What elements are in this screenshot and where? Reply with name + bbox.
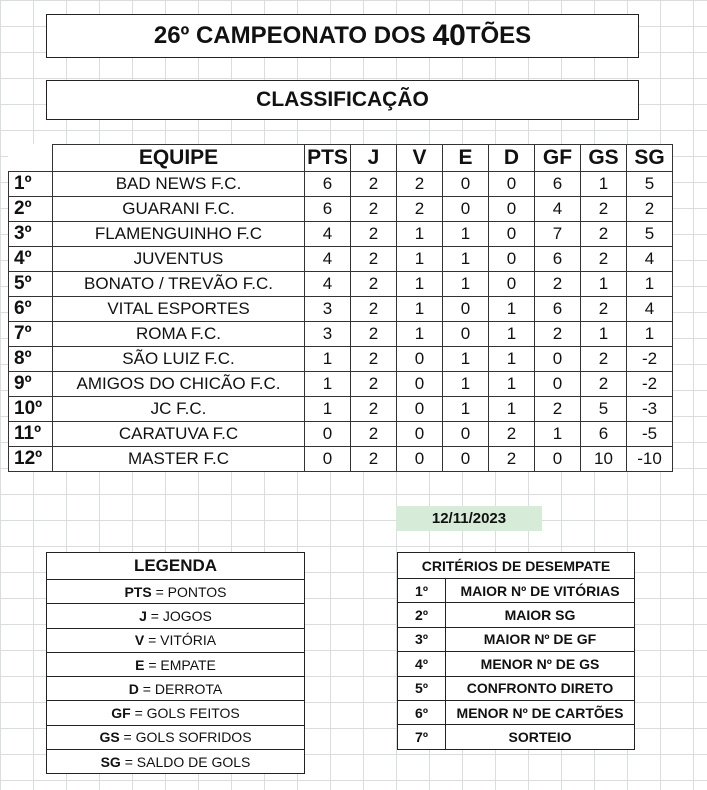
position-cell: 6º [9,297,53,322]
v-cell: 0 [397,447,443,472]
team-name-cell: BONATO / TREVÃO F.C. [53,272,305,297]
gf-cell: 2 [535,397,581,422]
sg-cell: -2 [627,372,673,397]
legend-desc: = VITÓRIA [144,632,217,649]
table-row [9,347,673,372]
criteria-body [398,579,635,750]
e-cell: 1 [443,222,489,247]
d-cell: 1 [489,297,535,322]
legend-row [47,701,305,725]
d-cell: 2 [489,447,535,472]
team-name-cell: BAD NEWS F.C. [53,172,305,197]
pts-cell: 3 [305,297,351,322]
j-cell: 2 [351,397,397,422]
j-cell: 2 [351,247,397,272]
legend-desc: = GOLS SOFRIDOS [119,729,252,746]
position-cell: 4º [9,247,53,272]
legend-desc: = DERROTA [138,680,223,697]
pts-cell: 0 [305,422,351,447]
legend-row [47,677,305,701]
j-cell: 2 [351,222,397,247]
sg-cell: -2 [627,347,673,372]
gf-cell: 6 [535,172,581,197]
legend-item [47,652,305,676]
legend-abbr: D [128,680,139,697]
v-cell: 0 [397,397,443,422]
legend-desc: = GOLS FEITOS [130,705,240,722]
e-cell: 0 [443,197,489,222]
title-prefix: 26º CAMPEONATO DOS [153,22,426,49]
legend-item [47,580,305,604]
legend-abbr: GS [99,729,120,746]
gs-cell: 6 [581,422,627,447]
e-cell: 1 [443,272,489,297]
e-cell: 1 [443,397,489,422]
table-row [9,172,673,197]
sg-header: SG [627,145,673,172]
legend-body [47,580,305,774]
v-cell: 1 [397,247,443,272]
criteria-title: CRITÉRIOS DE DESEMPATE [398,553,635,579]
table-row [9,272,673,297]
standings-body [9,172,673,472]
j-cell: 2 [351,197,397,222]
e-cell: 1 [443,372,489,397]
v-cell: 2 [397,197,443,222]
standings-header-row [9,145,673,172]
gs-cell: 1 [581,172,627,197]
criteria-text: MAIOR SG [446,603,635,627]
legend-item [47,725,305,749]
team-name-cell: SÃO LUIZ F.C. [53,347,305,372]
d-cell: 0 [489,172,535,197]
pts-cell: 4 [305,247,351,272]
criteria-row [398,700,635,724]
legend-row [47,652,305,676]
table-row [9,372,673,397]
team-name-cell: VITAL ESPORTES [53,297,305,322]
j-cell: 2 [351,297,397,322]
e-cell: 1 [443,247,489,272]
criteria-text: MAIOR Nº DE VITÓRIAS [446,579,635,603]
criteria-rank: 6º [398,700,446,724]
v-header: V [397,145,443,172]
gf-cell: 2 [535,272,581,297]
criteria-text: MENOR Nº DE GS [446,652,635,676]
position-header [9,145,53,172]
criteria-table [397,552,635,750]
position-cell: 11º [9,422,53,447]
team-name-cell: CARATUVA F.C [53,422,305,447]
pts-cell: 3 [305,322,351,347]
criteria-row [398,627,635,651]
legend-row [47,580,305,604]
gf-cell: 0 [535,372,581,397]
criteria-rank: 2º [398,603,446,627]
team-name-cell: MASTER F.C [53,447,305,472]
team-name-cell: FLAMENGUINHO F.C [53,222,305,247]
gf-cell: 1 [535,422,581,447]
gf-cell: 7 [535,222,581,247]
title-suffix: TÕES [465,22,532,49]
j-cell: 2 [351,322,397,347]
v-cell: 2 [397,172,443,197]
e-header: E [443,145,489,172]
criteria-text: MAIOR Nº DE GF [446,627,635,651]
j-cell: 2 [351,447,397,472]
sg-cell: 1 [627,322,673,347]
j-cell: 2 [351,272,397,297]
position-cell: 9º [9,372,53,397]
gf-cell: 6 [535,297,581,322]
criteria-rank: 1º [398,579,446,603]
gs-cell: 10 [581,447,627,472]
gs-cell: 2 [581,347,627,372]
legend-item [47,604,305,628]
pts-cell: 0 [305,447,351,472]
position-cell: 1º [9,172,53,197]
d-cell: 0 [489,222,535,247]
v-cell: 0 [397,422,443,447]
legend-item [47,628,305,652]
position-cell: 5º [9,272,53,297]
legend-row [47,628,305,652]
e-cell: 0 [443,172,489,197]
position-cell: 12º [9,447,53,472]
gs-cell: 2 [581,372,627,397]
gs-cell: 2 [581,247,627,272]
team-name-cell: GUARANI F.C. [53,197,305,222]
e-cell: 0 [443,422,489,447]
title-number: 40 [432,19,466,52]
table-row [9,247,673,272]
legend-item [47,677,305,701]
pts-header: PTS [305,145,351,172]
position-cell: 2º [9,197,53,222]
table-row [9,197,673,222]
legend-desc: = JOGOS [146,607,212,624]
legend-abbr: E [135,656,145,673]
j-cell: 2 [351,372,397,397]
gs-header: GS [581,145,627,172]
legend-row [47,750,305,774]
v-cell: 0 [397,347,443,372]
gs-cell: 1 [581,322,627,347]
d-cell: 0 [489,247,535,272]
table-row [9,222,673,247]
position-cell: 7º [9,322,53,347]
criteria-row [398,579,635,603]
position-cell: 8º [9,347,53,372]
d-cell: 0 [489,197,535,222]
pts-cell: 1 [305,372,351,397]
criteria-text: MENOR Nº DE CARTÕES [446,700,635,724]
table-row [9,297,673,322]
pts-cell: 4 [305,272,351,297]
pts-cell: 6 [305,172,351,197]
gs-cell: 2 [581,197,627,222]
legend-abbr: J [139,607,147,624]
table-row [9,422,673,447]
pts-cell: 6 [305,197,351,222]
sg-cell: 5 [627,222,673,247]
gf-cell: 0 [535,447,581,472]
legend-item [47,701,305,725]
legend-desc: = EMPATE [144,656,216,673]
sg-cell: 2 [627,197,673,222]
d-cell: 2 [489,422,535,447]
v-cell: 1 [397,322,443,347]
e-cell: 0 [443,447,489,472]
criteria-rank: 5º [398,676,446,700]
gf-header: GF [535,145,581,172]
gs-cell: 2 [581,297,627,322]
sg-cell: -3 [627,397,673,422]
d-header: D [489,145,535,172]
pts-cell: 4 [305,222,351,247]
position-cell: 3º [9,222,53,247]
legend-abbr: PTS [124,583,152,600]
team-name-cell: JC F.C. [53,397,305,422]
sg-cell: -5 [627,422,673,447]
d-cell: 1 [489,322,535,347]
table-row [9,397,673,422]
criteria-text: SORTEIO [446,725,635,749]
legend-abbr: V [134,632,145,649]
j-cell: 2 [351,347,397,372]
legend-row [47,725,305,749]
criteria-row [398,725,635,749]
pts-cell: 1 [305,397,351,422]
v-cell: 1 [397,297,443,322]
legend-abbr: GF [111,705,131,722]
team-name-cell: AMIGOS DO CHICÃO F.C. [53,372,305,397]
sg-cell: 4 [627,247,673,272]
pts-cell: 1 [305,347,351,372]
d-cell: 1 [489,372,535,397]
criteria-text: CONFRONTO DIRETO [446,676,635,700]
legend-row [47,604,305,628]
legend-table [46,552,305,774]
e-cell: 1 [443,347,489,372]
legend-desc: = SALDO DE GOLS [120,753,251,770]
table-row [9,322,673,347]
v-cell: 0 [397,372,443,397]
d-cell: 1 [489,397,535,422]
criteria-rank: 4º [398,652,446,676]
gf-cell: 4 [535,197,581,222]
legend-item [47,750,305,774]
j-cell: 2 [351,172,397,197]
criteria-row [398,676,635,700]
gf-cell: 6 [535,247,581,272]
criteria-rank: 3º [398,627,446,651]
e-cell: 0 [443,297,489,322]
team-header: EQUIPE [53,145,305,172]
d-cell: 1 [489,347,535,372]
classification-heading: CLASSIFICAÇÃO [46,80,639,120]
standings-table [8,144,673,472]
criteria-row [398,652,635,676]
legend-title: LEGENDA [47,553,305,580]
sg-cell: 1 [627,272,673,297]
v-cell: 1 [397,222,443,247]
gf-cell: 2 [535,322,581,347]
j-header: J [351,145,397,172]
table-row [9,447,673,472]
criteria-row [398,603,635,627]
v-cell: 1 [397,272,443,297]
date-label: 12/11/2023 [396,506,542,531]
position-cell: 10º [9,397,53,422]
gs-cell: 1 [581,272,627,297]
legend-abbr: SG [100,753,121,770]
gf-cell: 0 [535,347,581,372]
championship-title [46,14,639,58]
legend-desc: = PONTOS [151,583,227,600]
sg-cell: 4 [627,297,673,322]
j-cell: 2 [351,422,397,447]
d-cell: 0 [489,272,535,297]
criteria-rank: 7º [398,725,446,749]
team-name-cell: JUVENTUS [53,247,305,272]
sg-cell: -10 [627,447,673,472]
e-cell: 0 [443,322,489,347]
gs-cell: 2 [581,222,627,247]
team-name-cell: ROMA F.C. [53,322,305,347]
sg-cell: 5 [627,172,673,197]
gs-cell: 5 [581,397,627,422]
